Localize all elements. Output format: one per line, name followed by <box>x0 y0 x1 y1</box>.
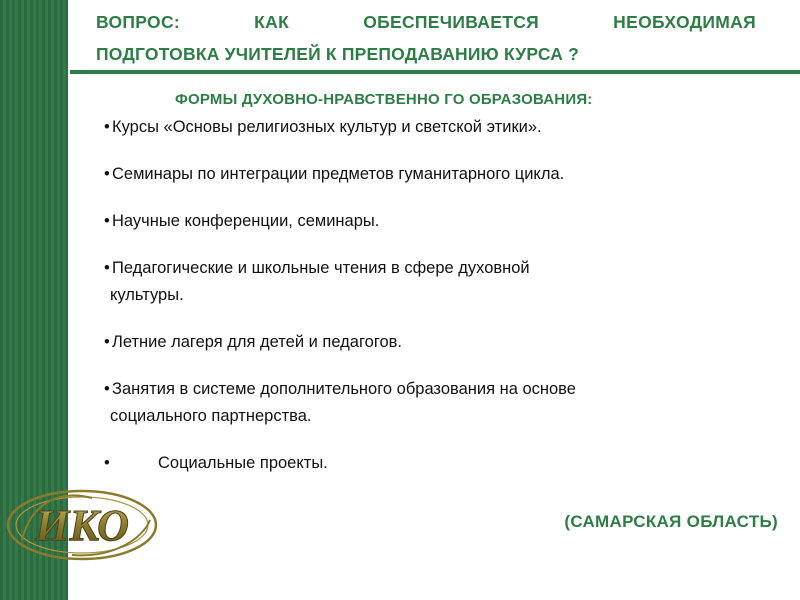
title-word: НЕОБХОДИМАЯ <box>613 12 756 32</box>
list-item <box>104 161 784 188</box>
list-item <box>104 376 784 430</box>
list-item <box>104 450 784 477</box>
list-item-continuation: социального партнерства. <box>110 407 312 425</box>
bullet-marker: • <box>104 333 110 351</box>
title-line-2: ПОДГОТОВКА УЧИТЕЛЕЙ К ПРЕПОДАВАНИЮ КУРСА ? <box>96 44 580 64</box>
list-item <box>104 114 784 141</box>
list-item-continuation: культуры. <box>110 286 184 304</box>
list-item-text: Педагогические и школьные чтения в сфере духовной <box>112 259 530 277</box>
list-item <box>104 255 784 309</box>
bullet-list <box>104 114 784 497</box>
slide-title <box>96 6 756 70</box>
bullet-marker: • <box>104 212 110 230</box>
bullet-marker: • <box>104 118 110 136</box>
list-item-text: Занятия в системе дополнительного образования на основе <box>112 380 576 398</box>
title-word: ОБЕСПЕЧИВАЕТСЯ <box>363 12 540 32</box>
bullet-marker: • <box>104 380 110 398</box>
bullet-marker: • <box>104 454 110 472</box>
list-item <box>104 208 784 235</box>
title-line-1 <box>96 6 756 38</box>
title-word: ВОПРОС: <box>96 12 181 32</box>
list-item-text: Социальные проекты. <box>158 454 328 472</box>
list-item-text: Научные конференции, семинары. <box>112 212 380 230</box>
title-word: КАК <box>254 12 290 32</box>
iko-logo-icon <box>2 480 162 570</box>
section-subheading: ФОРМЫ ДУХОВНО-НРАВСТВЕННО ГО ОБРАЗОВАНИЯ: <box>175 91 593 108</box>
title-divider <box>70 70 800 74</box>
logo-text: ИКО <box>35 501 129 550</box>
list-item-text: Семинары по интеграции предметов гуманитарного цикла. <box>112 165 565 183</box>
bullet-marker: • <box>104 165 110 183</box>
region-label: (САМАРСКАЯ ОБЛАСТЬ) <box>564 512 778 531</box>
list-item-text: Курсы «Основы религиозных культур и светской этики». <box>112 118 542 136</box>
bullet-marker: • <box>104 259 110 277</box>
list-item <box>104 329 784 356</box>
list-item-text: Летние лагеря для детей и педагогов. <box>112 333 402 351</box>
